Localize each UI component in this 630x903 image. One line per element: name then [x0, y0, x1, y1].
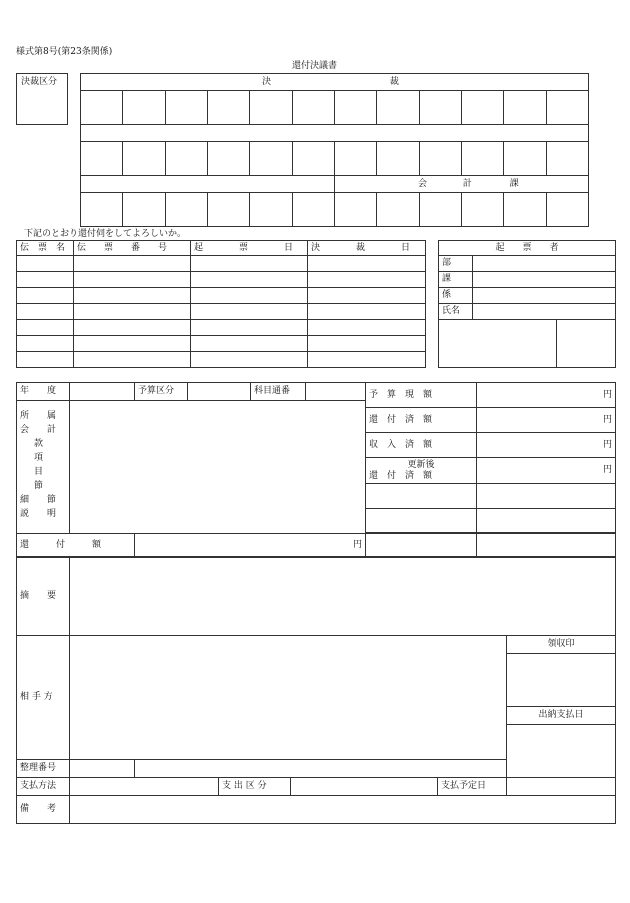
voucher-cell[interactable]: [17, 352, 74, 368]
voucher-cell[interactable]: [308, 304, 426, 320]
blank-cell[interactable]: [366, 484, 477, 509]
payee-label: 相 手 方: [17, 636, 70, 760]
yen-unit: 円: [352, 540, 362, 550]
kan-label: 款: [34, 439, 44, 449]
yen-unit: 円: [602, 439, 612, 450]
seal-cell[interactable]: [123, 142, 165, 176]
seal-cell[interactable]: [419, 193, 461, 227]
payment-method-label: 支払方法: [17, 778, 70, 796]
account-number-label: 科目通番: [251, 383, 306, 401]
seal-cell[interactable]: [292, 91, 334, 125]
seal-cell[interactable]: [504, 91, 546, 125]
decision-date-header: 決 裁 日: [308, 241, 426, 256]
setsu-label: 節: [34, 481, 44, 491]
issuer-kakari-field[interactable]: [473, 288, 616, 304]
fiscal-year-field[interactable]: [70, 383, 135, 401]
seal-cell[interactable]: [377, 193, 419, 227]
seal-cell[interactable]: [461, 142, 503, 176]
accounting-char-3: 課: [509, 178, 519, 189]
seal-cell[interactable]: [165, 193, 207, 227]
budget-table: [16, 382, 616, 558]
voucher-cell[interactable]: [74, 352, 191, 368]
fiscal-year-label: 年 度: [17, 383, 70, 401]
updated-refunded-field[interactable]: [477, 458, 616, 484]
budget-item-labels: [17, 401, 70, 534]
approval-section-label: 決裁区分: [21, 77, 58, 87]
setsumei-label: 説 明: [20, 509, 57, 519]
voucher-cell[interactable]: [74, 256, 191, 272]
seal-cell[interactable]: [81, 91, 123, 125]
seal-cell[interactable]: [546, 142, 588, 176]
refund-amount-label: 還 付 額: [17, 534, 135, 558]
issuer-table: [438, 240, 616, 368]
koshingo-label: 更新後: [407, 459, 435, 470]
payee-field[interactable]: [70, 636, 507, 760]
seal-cell[interactable]: [377, 142, 419, 176]
voucher-cell[interactable]: [74, 272, 191, 288]
document-title: 還付決議書: [292, 61, 338, 71]
blank-cell[interactable]: [477, 509, 616, 533]
issuer-name-field[interactable]: [473, 304, 616, 320]
shozoku-label: 所 属: [20, 411, 57, 421]
seal-cell[interactable]: [81, 142, 123, 176]
voucher-cell[interactable]: [308, 320, 426, 336]
refund-amount-field[interactable]: [135, 534, 366, 558]
current-budget-field[interactable]: [477, 383, 616, 408]
expenditure-type-label: 支 出 区 分: [219, 778, 291, 796]
blank-cell[interactable]: [366, 509, 477, 533]
seal-cell[interactable]: [207, 193, 249, 227]
accounting-header: [334, 176, 588, 193]
approval-grid: [80, 73, 589, 227]
voucher-cell[interactable]: [191, 336, 308, 352]
seal-cell[interactable]: [207, 91, 249, 125]
summary-label: 摘 要: [17, 557, 70, 636]
seal-cell[interactable]: [250, 142, 292, 176]
seiri-bango-label: 整理番号: [17, 760, 70, 778]
budget-category-field[interactable]: [188, 383, 251, 401]
issuer-seal-area-2[interactable]: [557, 320, 616, 368]
seal-cell[interactable]: [419, 91, 461, 125]
seal-cell[interactable]: [165, 91, 207, 125]
seiri-bango-field[interactable]: [70, 760, 135, 778]
voucher-cell[interactable]: [308, 288, 426, 304]
refunded-field[interactable]: [477, 408, 616, 433]
voucher-cell[interactable]: [17, 336, 74, 352]
kou-label: 項: [34, 453, 44, 463]
seal-cell[interactable]: [81, 193, 123, 227]
account-number-field[interactable]: [306, 383, 366, 401]
payment-date-label: 出納支払日: [507, 707, 616, 725]
seal-cell[interactable]: [123, 193, 165, 227]
voucher-cell[interactable]: [191, 288, 308, 304]
kessai-char-2: 裁: [389, 76, 399, 87]
seal-cell[interactable]: [250, 193, 292, 227]
seal-cell[interactable]: [292, 142, 334, 176]
voucher-cell[interactable]: [308, 352, 426, 368]
budget-category-label: 予算区分: [135, 383, 188, 401]
moku-label: 目: [34, 467, 44, 477]
yen-unit: 円: [602, 465, 612, 475]
seal-cell[interactable]: [546, 193, 588, 227]
payee-table: [16, 635, 616, 824]
voucher-cell[interactable]: [191, 320, 308, 336]
blank-cell[interactable]: [366, 534, 477, 558]
seal-cell[interactable]: [546, 91, 588, 125]
approval-section-box: [16, 73, 68, 125]
yen-unit: 円: [602, 389, 612, 400]
voucher-cell[interactable]: [17, 256, 74, 272]
issuer-kakari-label: 係: [439, 288, 473, 304]
scheduled-payment-label: 支払予定日: [438, 778, 507, 796]
seal-cell[interactable]: [377, 91, 419, 125]
voucher-cell[interactable]: [17, 288, 74, 304]
updated-refunded-label: [366, 458, 477, 484]
issuer-ka-label: 課: [439, 272, 473, 288]
voucher-cell[interactable]: [191, 256, 308, 272]
voucher-table: [16, 240, 426, 368]
summary-table: [16, 556, 616, 636]
seal-cell[interactable]: [334, 193, 376, 227]
receipt-seal-label: 領収印: [507, 636, 616, 654]
kaikei-label: 会 計: [20, 425, 57, 435]
accounting-char-2: 計: [462, 178, 472, 189]
current-budget-label: 予 算 現 額: [366, 383, 477, 408]
voucher-cell[interactable]: [74, 320, 191, 336]
seal-cell[interactable]: [334, 142, 376, 176]
voucher-cell[interactable]: [17, 272, 74, 288]
voucher-cell[interactable]: [74, 336, 191, 352]
payment-method-field[interactable]: [70, 778, 219, 796]
approval-header: [81, 74, 589, 91]
seiri-bango-field-2[interactable]: [135, 760, 507, 778]
received-label: 収 入 済 額: [366, 433, 477, 458]
remarks-field[interactable]: [70, 796, 616, 824]
seal-cell[interactable]: [504, 193, 546, 227]
accounting-char-1: 会: [417, 178, 427, 189]
issue-date-header: 起 票 日: [191, 241, 308, 256]
blank-cell[interactable]: [477, 534, 616, 558]
seal-cell[interactable]: [461, 193, 503, 227]
issuer-bu-field[interactable]: [473, 256, 616, 272]
summary-field[interactable]: [70, 557, 616, 636]
voucher-cell[interactable]: [308, 336, 426, 352]
intro-text: 下記のとおり還付伺をしてよろしいか。: [24, 229, 187, 239]
voucher-cell[interactable]: [17, 320, 74, 336]
refunded-label: 還 付 済 額: [366, 408, 477, 433]
kessai-char-1: 決: [262, 76, 272, 87]
seal-cell[interactable]: [250, 91, 292, 125]
seal-cell[interactable]: [504, 142, 546, 176]
yen-unit: 円: [602, 414, 612, 425]
approval-spacer-row: [81, 125, 589, 142]
voucher-cell[interactable]: [191, 352, 308, 368]
seal-cell[interactable]: [123, 91, 165, 125]
voucher-cell[interactable]: [191, 272, 308, 288]
seal-cell[interactable]: [334, 91, 376, 125]
seal-cell[interactable]: [165, 142, 207, 176]
received-field[interactable]: [477, 433, 616, 458]
form-number: 様式第8号(第23条関係): [16, 47, 113, 57]
voucher-cell[interactable]: [308, 272, 426, 288]
approval-left-label: [81, 176, 335, 193]
scheduled-payment-field[interactable]: [507, 778, 616, 796]
seal-cell[interactable]: [292, 193, 334, 227]
issuer-seal-area[interactable]: [439, 320, 557, 368]
issuer-header: 起 票 者: [439, 241, 616, 256]
seal-cell[interactable]: [461, 91, 503, 125]
voucher-cell[interactable]: [17, 304, 74, 320]
receipt-seal-field[interactable]: [507, 654, 616, 707]
voucher-name-header: 伝 票 名: [17, 241, 74, 256]
voucher-cell[interactable]: [74, 304, 191, 320]
issuer-bu-label: 部: [439, 256, 473, 272]
seal-cell[interactable]: [207, 142, 249, 176]
expenditure-type-field[interactable]: [291, 778, 438, 796]
voucher-number-header: 伝 票 番 号: [74, 241, 191, 256]
voucher-cell[interactable]: [74, 288, 191, 304]
remarks-label: 備 考: [17, 796, 70, 824]
blank-cell[interactable]: [477, 484, 616, 509]
payment-date-field[interactable]: [507, 725, 616, 778]
budget-item-field[interactable]: [70, 401, 366, 534]
saimoku-label: 細 節: [20, 495, 57, 505]
voucher-cell[interactable]: [191, 304, 308, 320]
koshingo-refunded-label: 還 付 済 額: [369, 470, 433, 481]
issuer-ka-field[interactable]: [473, 272, 616, 288]
voucher-cell[interactable]: [308, 256, 426, 272]
issuer-name-label: 氏名: [439, 304, 473, 320]
seal-cell[interactable]: [419, 142, 461, 176]
